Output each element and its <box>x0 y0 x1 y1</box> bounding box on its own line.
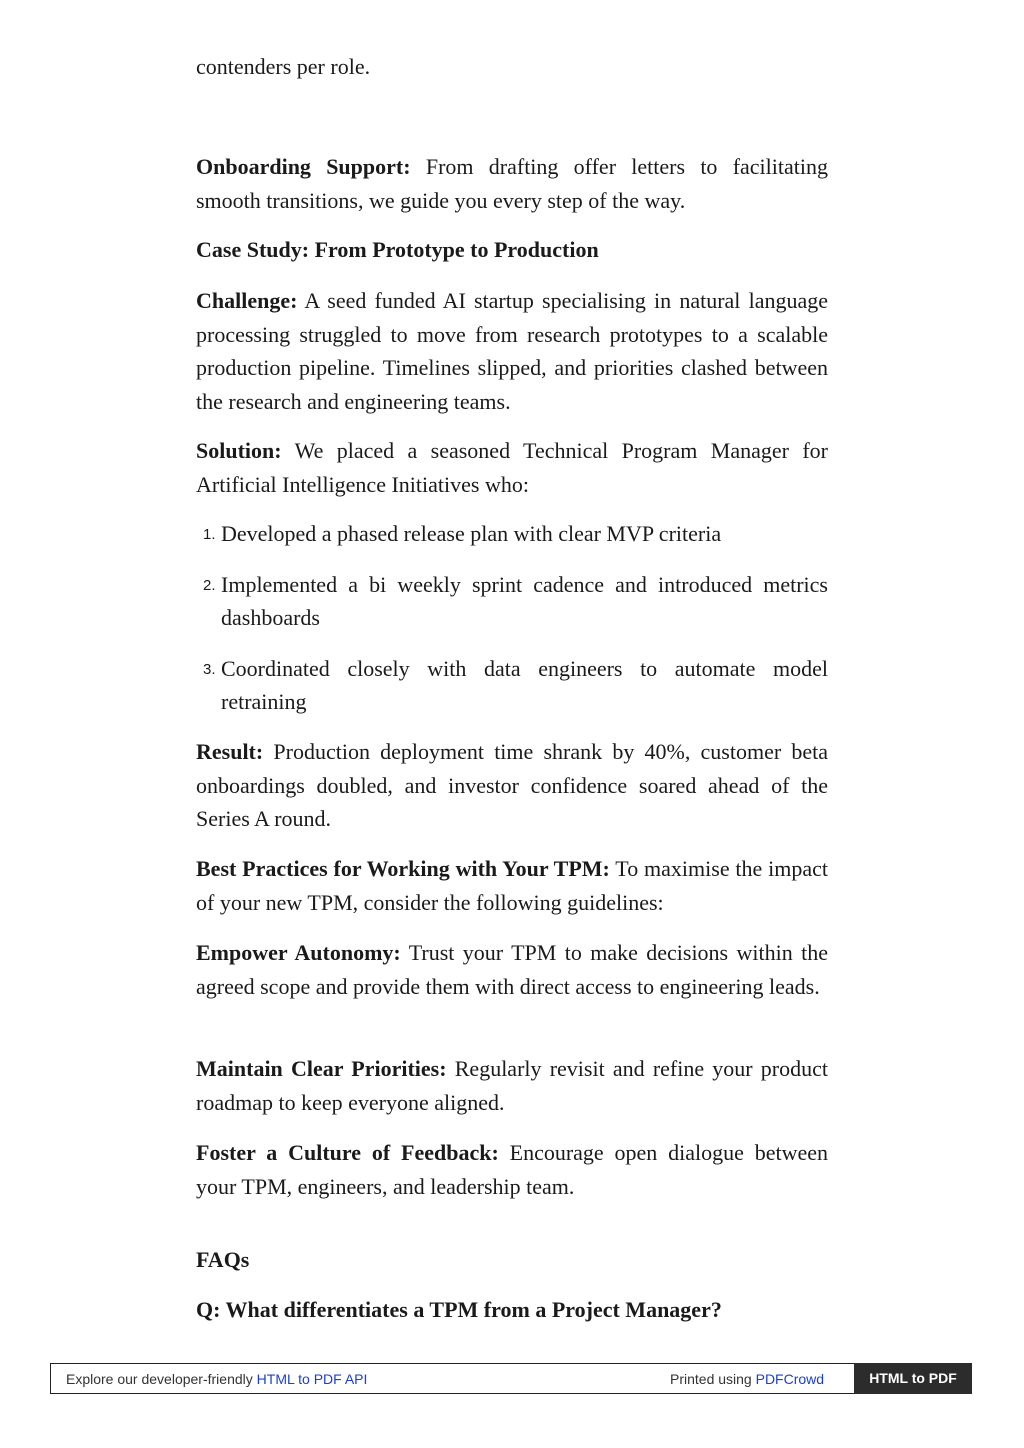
challenge-text: A seed funded AI startup specialising in natural language processing struggled to move from research prototypes to a scalable production pipeline. Timelines slipped, and priorities clashed between the research and engineering teams. <box>196 288 828 414</box>
list-item-text: Developed a phased release plan with clear MVP criteria <box>221 521 722 546</box>
list-item-text: Implemented a bi weekly sprint cadence and introduced metrics dashboards <box>221 571 828 630</box>
list-number: 3. <box>203 660 216 678</box>
solution-label: Solution: <box>196 438 282 463</box>
list-number: 1. <box>203 526 216 543</box>
solution-steps-list <box>196 517 828 719</box>
paragraph-onboarding-support <box>196 150 828 217</box>
onboarding-label: Onboarding Support: <box>196 154 411 179</box>
empower-text: Trust your TPM to make decisions within the agreed scope and provide them with direct access to engineering leads. <box>196 940 828 999</box>
paragraph-empower-autonomy <box>196 936 828 1003</box>
footer-explore-text: Explore our developer-friendly <box>66 1371 257 1387</box>
challenge-label: Challenge: <box>196 288 298 313</box>
html-to-pdf-api-link[interactable]: HTML to PDF API <box>256 1371 368 1387</box>
paragraph-clear-priorities <box>196 1052 828 1119</box>
paragraph-contenders: contenders per role. <box>196 54 371 79</box>
html-to-pdf-button[interactable]: HTML to PDF <box>854 1363 972 1394</box>
pdfcrowd-link[interactable]: PDFCrowd <box>755 1371 825 1387</box>
result-text: Production deployment time shrank by 40%, customer beta onboardings doubled, and investor confidence soared ahead of the Series A round. <box>196 739 828 831</box>
paragraph-challenge <box>196 284 828 418</box>
priorities-text: Regularly revisit and refine your product roadmap to keep everyone aligned. <box>196 1056 828 1115</box>
empower-label: Empower Autonomy: <box>196 940 401 965</box>
solution-text: We placed a seasoned Technical Program Manager for Artificial Intelligence Initiatives who: <box>196 438 828 497</box>
faqs-heading: FAQs <box>196 1247 250 1272</box>
priorities-label: Maintain Clear Priorities: <box>196 1056 447 1081</box>
best-practices-text: To maximise the impact of your new TPM, consider the following guidelines: <box>196 856 829 915</box>
pdfcrowd-footer <box>50 1363 972 1394</box>
result-label: Result: <box>196 739 264 764</box>
faq-question-1: Q: What differentiates a TPM from a Project Manager? <box>196 1297 722 1322</box>
paragraph-solution <box>196 434 828 501</box>
paragraph-feedback <box>196 1136 828 1203</box>
footer-explore <box>66 1371 367 1387</box>
list-item <box>196 517 828 551</box>
list-number: 2. <box>203 576 216 594</box>
footer-printed-text: Printed using <box>670 1371 756 1387</box>
list-item <box>196 568 828 635</box>
paragraph-best-practices <box>196 852 828 919</box>
onboarding-text: From drafting offer letters to facilitating smooth transitions, we guide you every step of the way. <box>196 154 828 213</box>
footer-printed <box>670 1371 824 1387</box>
feedback-label: Foster a Culture of Feedback: <box>196 1140 499 1165</box>
paragraph-result <box>196 735 828 836</box>
case-study-heading: Case Study: From Prototype to Production <box>196 237 599 262</box>
list-item-text: Coordinated closely with data engineers to automate model retraining <box>221 655 828 714</box>
list-item <box>196 652 828 719</box>
best-practices-label: Best Practices for Working with Your TPM: <box>196 856 610 881</box>
feedback-text: Encourage open dialogue between your TPM, engineers, and leadership team. <box>196 1140 829 1199</box>
